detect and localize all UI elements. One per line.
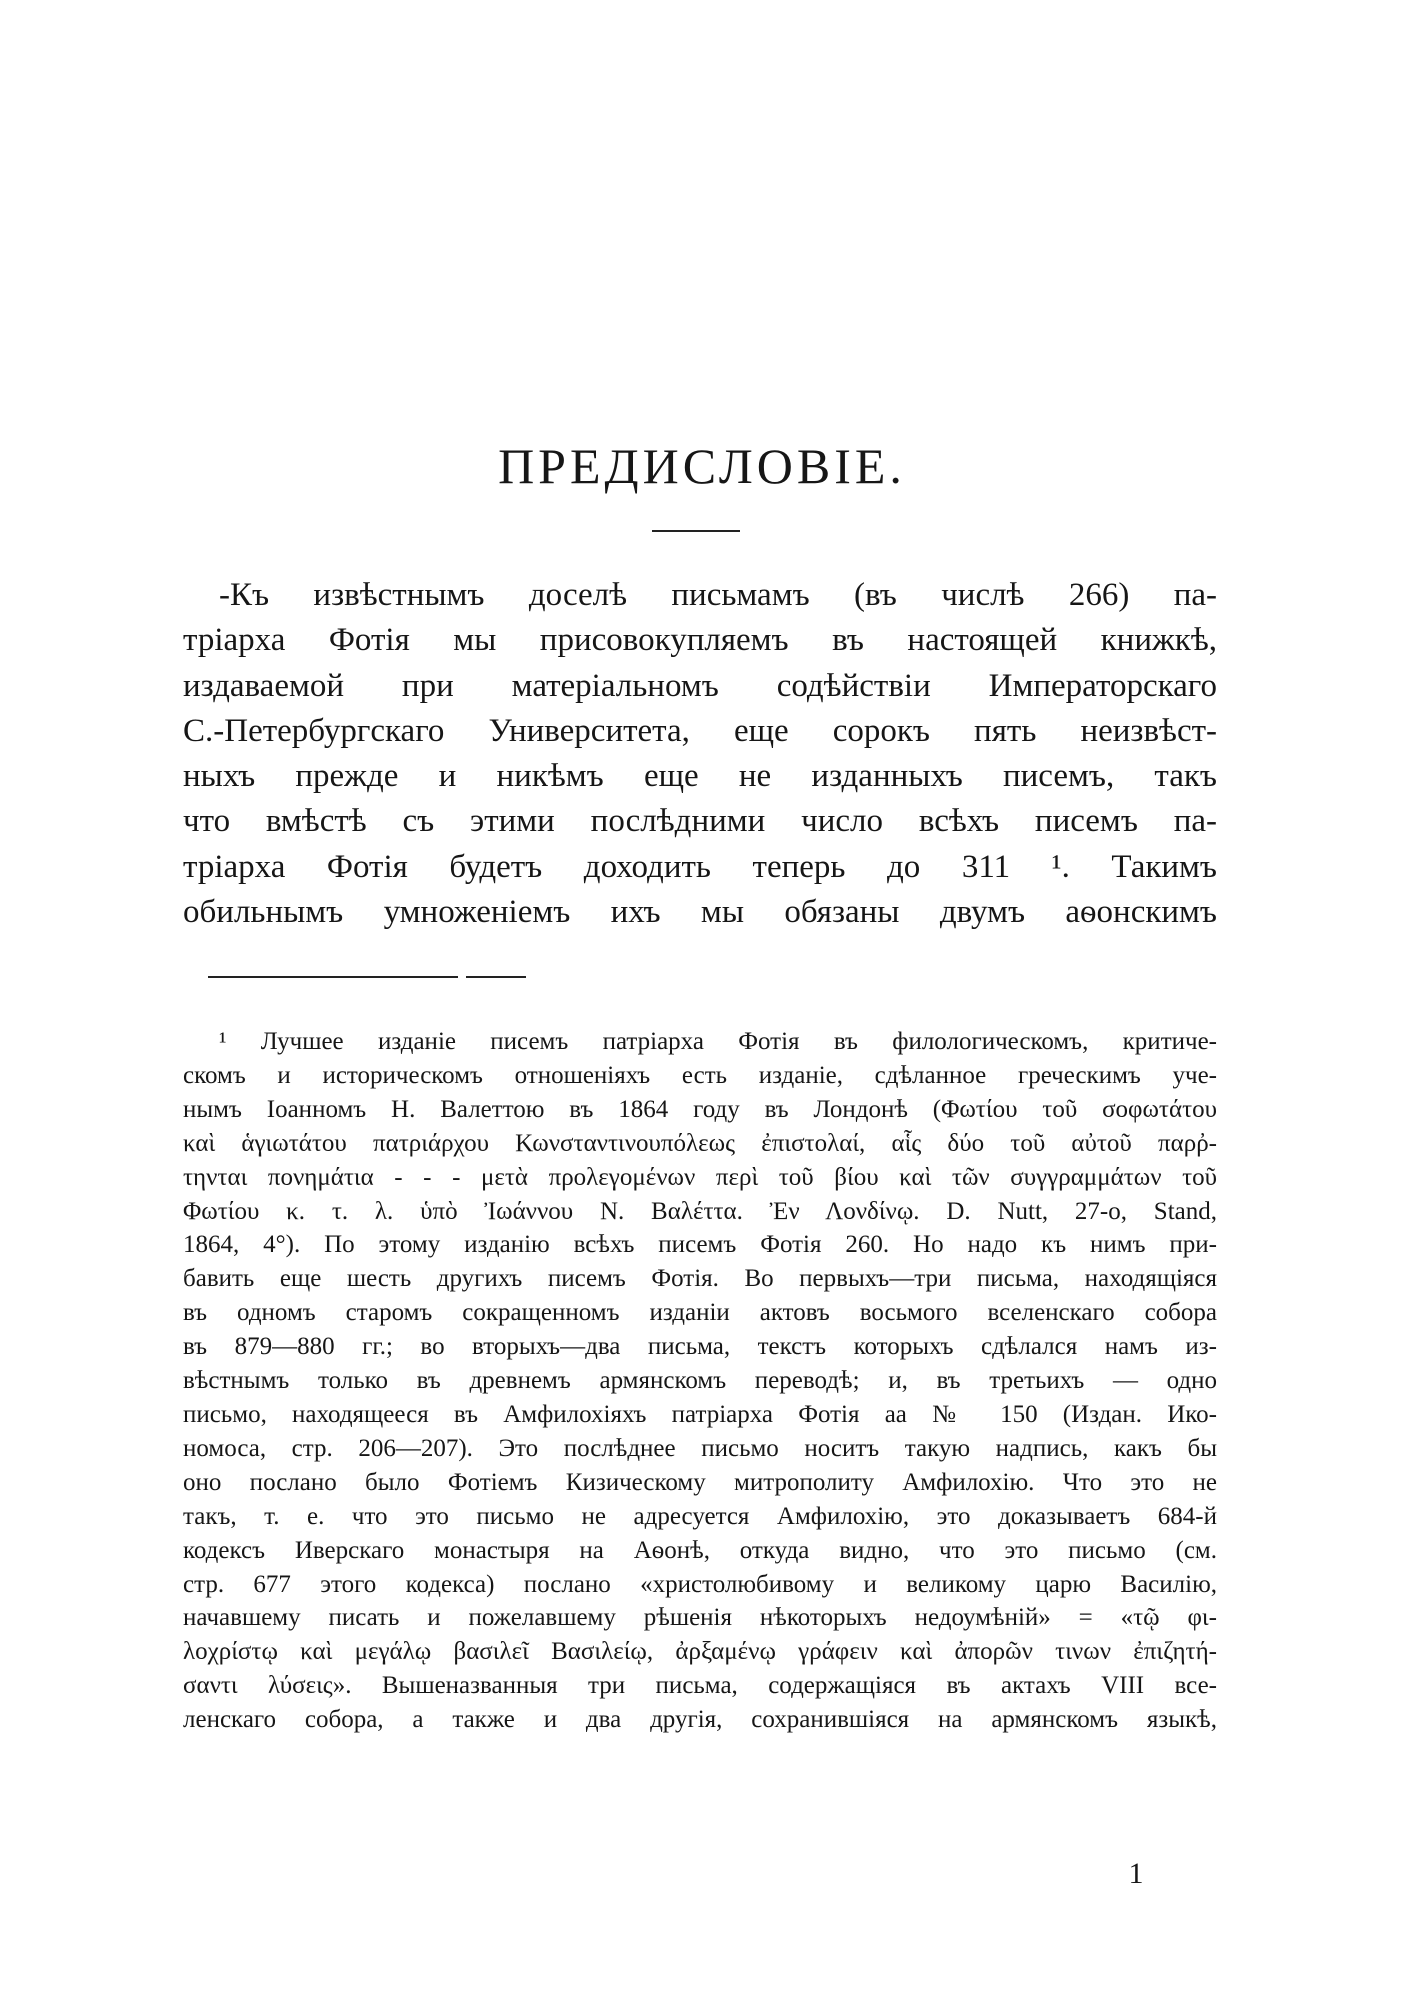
footnote-line: номоса, стр. 206—207). Это послѣднее письмо носитъ такую надпись, какъ бы bbox=[183, 1434, 1217, 1462]
footnote-divider bbox=[208, 976, 458, 978]
footnote bbox=[183, 1025, 1217, 1737]
footnote-line: нымъ Іоанномъ Н. Валеттою въ 1864 году въ Лондонѣ (Φωτίου τοῦ σοφωτάτου bbox=[183, 1095, 1217, 1123]
footnote-line: стр. 677 этого кодекса) послано «христолюбивому и великому царю Василію, bbox=[183, 1570, 1217, 1598]
footnote-line: кодексъ Иверскаго монастыря на Аѳонѣ, откуда видно, что это письмо (см. bbox=[183, 1536, 1217, 1564]
main-text-line: обильнымъ умноженіемъ ихъ мы обязаны двумъ аѳонскимъ bbox=[183, 894, 1217, 931]
footnote-line: ¹ Лучшее изданіе писемъ патріарха Фотія въ филологическомъ, критиче- bbox=[219, 1028, 1217, 1055]
main-text-line: тріарха Фотія будетъ доходить теперь до 311 ¹. Такимъ bbox=[183, 848, 1217, 885]
main-text-line: -Къ извѣстнымъ доселѣ письмамъ (въ числѣ 266) па- bbox=[219, 577, 1217, 613]
page-number: 1 bbox=[1128, 1857, 1144, 1890]
footnote-line: начавшему писать и пожелавшему рѣшенія нѣкоторыхъ недоумѣній» = «τῷ φι- bbox=[183, 1604, 1217, 1632]
main-text-line: тріарха Фотія мы присовокупляемъ въ настоящей книжкѣ, bbox=[183, 622, 1217, 659]
main-text-line: издаваемой при матеріальномъ содѣйствіи Императорскаго bbox=[183, 667, 1217, 704]
main-text-line: ныхъ прежде и никѣмъ еще не изданныхъ писемъ, такъ bbox=[183, 758, 1217, 795]
footnote-line: бавить еще шесть другихъ писемъ Фотія. Во первыхъ—три письма, находящіяся bbox=[183, 1265, 1217, 1293]
footnote-line: скомъ и историческомъ отношеніяхъ есть изданіе, сдѣланное греческимъ уче- bbox=[183, 1061, 1217, 1089]
title-divider bbox=[652, 530, 740, 532]
footnote-line: такъ, т. е. что это письмо не адресуется Амфилохію, это доказываетъ 684-й bbox=[183, 1502, 1217, 1530]
footnote-line: въ одномъ старомъ сокращенномъ изданіи актовъ восьмого вселенскаго собора bbox=[183, 1299, 1217, 1327]
footnote-line: καὶ ἁγιωτάτου πατριάρχου Κωνσταντινουπόλεως ἐπιστολαί, αἷς δύο τοῦ αὐτοῦ παρῤ- bbox=[183, 1129, 1217, 1157]
footnote-line: оно послано было Фотіемъ Кизическому митрополиту Амфилохію. Что это не bbox=[183, 1468, 1217, 1496]
footnote-line: въ 879—880 гг.; во вторыхъ—два письма, текстъ которыхъ сдѣлался намъ из- bbox=[183, 1333, 1217, 1361]
main-text-line: что вмѣстѣ съ этими послѣдними число всѣхъ писемъ па- bbox=[183, 803, 1217, 840]
main-text bbox=[183, 573, 1217, 935]
footnote-line: σαντι λύσεις». Вышеназванныя три письма, содержащіяся въ актахъ VIII все- bbox=[183, 1672, 1217, 1700]
footnote-line: ленскаго собора, а также и два другія, сохранившіяся на армянскомъ языкѣ, bbox=[183, 1706, 1217, 1734]
footnote-divider-short bbox=[466, 976, 526, 978]
footnote-line: письмо, находящееся въ Амфилохіяхъ патріарха Фотія аа № 150 (Издан. Ико- bbox=[183, 1400, 1217, 1428]
page-title: ПРЕДИСЛОВІЕ. bbox=[498, 438, 906, 494]
footnote-line: λοχρίστῳ καὶ μεγάλῳ βασιλεῖ Βασιλείῳ, ἀρξαμένῳ γράφειν καὶ ἀπορῶν τινων ἐπιζητή- bbox=[183, 1638, 1217, 1666]
main-text-line: С.-Петербургскаго Университета, еще сорокъ пять неизвѣст- bbox=[183, 712, 1217, 749]
footnote-line: 1864, 4°). По этому изданію всѣхъ писемъ Фотія 260. Но надо къ нимъ при- bbox=[183, 1231, 1217, 1259]
footnote-line: τηνται πονημάτια - - - μετὰ προλεγομένων περὶ τοῦ βίου καὶ τῶν συγγραμμάτων τοῦ bbox=[183, 1163, 1217, 1191]
footnote-line: Φωτίου κ. τ. λ. ὑπὸ Ἰωάννου Ν. Βαλέττα. Ἐν Λονδίνῳ. D. Nutt, 27-o, Stand, bbox=[183, 1197, 1217, 1225]
footnote-line: вѣстнымъ только въ древнемъ армянскомъ переводѣ; и, въ третьихъ — одно bbox=[183, 1367, 1217, 1395]
